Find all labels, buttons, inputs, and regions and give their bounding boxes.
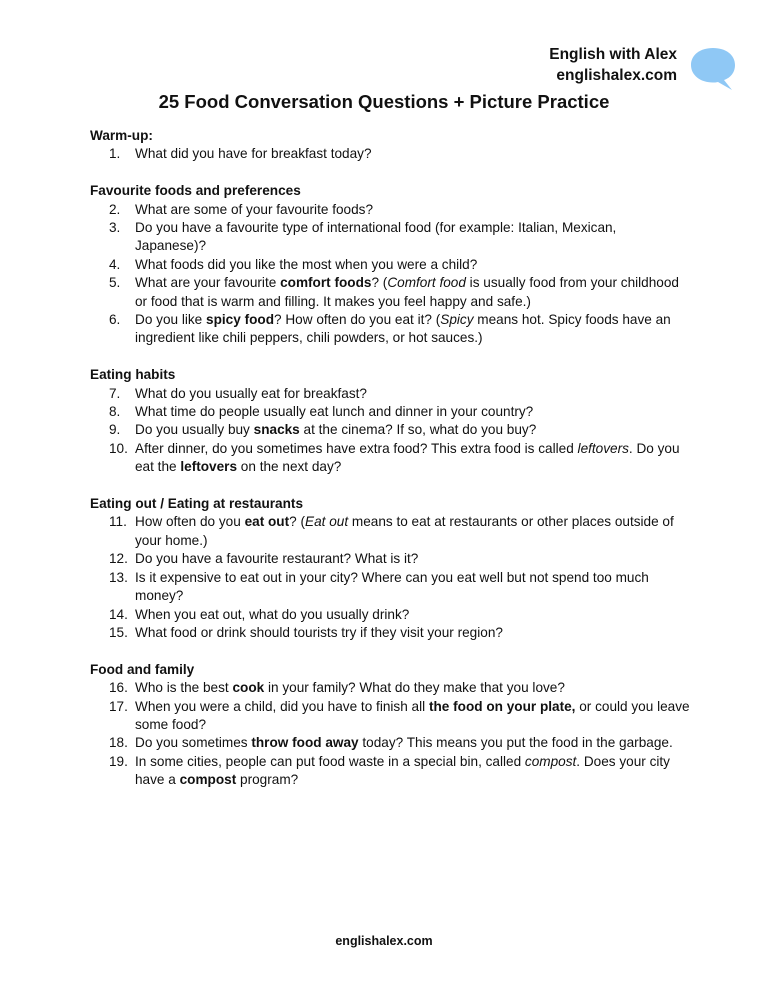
question-item xyxy=(90,569,690,606)
question-text: What food or drink should tourists try if they visit your region? xyxy=(135,624,503,640)
question-item xyxy=(90,734,690,752)
question-text: at the cinema? If so, what do you buy? xyxy=(299,422,537,438)
section-title: Favourite foods and preferences xyxy=(90,183,301,199)
footer-site: englishalex.com xyxy=(335,934,433,948)
speech-bubble-icon xyxy=(688,45,738,93)
question-text: What are some of your favourite foods? xyxy=(135,201,374,217)
question-text: today? This means you put the food in the garbage. xyxy=(358,735,673,751)
question-text: means hot. Spicy foods have an ingredient like chili peppers, chili powders, or hot sauces.) xyxy=(135,312,671,346)
question-text: . Do you eat the xyxy=(135,440,680,475)
question-number: 19. xyxy=(109,753,128,769)
section xyxy=(90,127,690,164)
question-text: means to eat at restaurants or other places outside of your home.) xyxy=(135,514,674,548)
question-number: 16. xyxy=(109,680,128,696)
question-item xyxy=(90,385,690,403)
question-item xyxy=(90,624,690,642)
question-item xyxy=(90,513,690,550)
section xyxy=(90,366,690,476)
brand-block xyxy=(549,44,677,86)
question-text: What do you usually eat for breakfast? xyxy=(135,385,367,401)
question-number: 2. xyxy=(109,201,121,217)
question-text: When you eat out, what do you usually drink? xyxy=(135,606,410,622)
question-number: 5. xyxy=(109,275,121,291)
key-term: throw food away xyxy=(251,735,359,751)
question-number: 1. xyxy=(109,146,121,162)
question-item xyxy=(90,698,690,735)
question-item xyxy=(90,274,690,311)
question-text: is usually food from your childhood or food that is warm and filling. It makes you feel happy and safe.) xyxy=(135,275,679,309)
key-term: compost xyxy=(179,772,237,788)
question-item xyxy=(90,145,690,163)
question-text: In some cities, people can put food waste in a special bin, called xyxy=(135,753,525,769)
brand-name: English with Alex xyxy=(549,46,677,63)
question-item xyxy=(90,606,690,624)
section xyxy=(90,661,690,790)
key-term: leftovers xyxy=(180,459,238,475)
question-list xyxy=(90,127,690,808)
question-text: What time do people usually eat lunch and dinner in your country? xyxy=(135,404,534,420)
section-title: Eating habits xyxy=(90,367,176,383)
question-text: How often do you xyxy=(135,514,245,530)
question-text: What did you have for breakfast today? xyxy=(135,146,372,162)
key-term: snacks xyxy=(253,422,300,438)
question-text: Do you usually buy xyxy=(135,422,254,438)
question-text: on the next day? xyxy=(237,459,342,475)
question-text: ? ( xyxy=(289,514,306,530)
question-text: or could you leave some food? xyxy=(135,698,690,732)
question-text: Do you like xyxy=(135,312,207,328)
question-text: When you were a child, did you have to finish all xyxy=(135,698,429,714)
question-text: Do you have a favourite type of international food (for example: Italian, Mexican, Japanese)? xyxy=(135,220,617,254)
question-text: . Does your city have a xyxy=(135,753,670,788)
question-item xyxy=(90,440,690,477)
question-item xyxy=(90,201,690,219)
question-text: in your family? What do they make that you love? xyxy=(264,680,565,696)
question-item xyxy=(90,550,690,568)
question-items xyxy=(90,513,690,642)
question-number: 7. xyxy=(109,385,121,401)
question-text: What foods did you like the most when you were a child? xyxy=(135,256,478,272)
question-number: 11. xyxy=(109,514,127,530)
question-number: 10. xyxy=(109,440,128,456)
question-number: 9. xyxy=(109,422,121,438)
term-definition-ref: Eat out xyxy=(305,514,349,530)
key-term: comfort foods xyxy=(280,275,372,291)
question-text: Is it expensive to eat out in your city? Where can you eat well but not spend too much money? xyxy=(135,569,649,604)
key-term: cook xyxy=(232,680,265,696)
question-text: What are your favourite xyxy=(135,275,281,291)
question-number: 3. xyxy=(109,220,121,236)
section-title: Warm-up: xyxy=(90,128,153,143)
page-title: 25 Food Conversation Questions + Picture Practice xyxy=(158,91,610,112)
question-items xyxy=(90,201,690,348)
key-term: the food on your plate, xyxy=(428,698,576,714)
question-item xyxy=(90,679,690,697)
question-text: Who is the best xyxy=(135,680,233,696)
section xyxy=(90,495,690,642)
term-definition-ref: compost xyxy=(524,753,577,769)
question-items xyxy=(90,679,690,789)
question-text: program? xyxy=(236,772,299,788)
question-item xyxy=(90,311,690,348)
question-text: ? How often do you eat it? ( xyxy=(274,312,441,328)
question-number: 18. xyxy=(109,735,128,751)
key-term: spicy food xyxy=(206,312,275,328)
question-text: After dinner, do you sometimes have extra food? This extra food is called xyxy=(135,440,578,456)
question-item xyxy=(90,219,690,256)
term-definition-ref: Spicy xyxy=(440,312,474,328)
question-number: 14. xyxy=(109,606,128,622)
question-item xyxy=(90,421,690,439)
question-number: 15. xyxy=(109,624,128,640)
section-title: Eating out / Eating at restaurants xyxy=(90,496,303,512)
section xyxy=(90,182,690,348)
question-text: Do you have a favourite restaurant? What is it? xyxy=(135,551,419,567)
question-number: 6. xyxy=(109,312,121,328)
brand-site: englishalex.com xyxy=(556,67,677,84)
question-item xyxy=(90,403,690,421)
question-number: 17. xyxy=(109,698,128,714)
question-items xyxy=(90,385,690,477)
question-item xyxy=(90,256,690,274)
question-number: 4. xyxy=(109,256,121,272)
question-number: 13. xyxy=(109,569,128,585)
question-number: 8. xyxy=(109,404,121,420)
question-text: ? ( xyxy=(371,275,388,291)
question-number: 12. xyxy=(109,551,128,567)
section-title: Food and family xyxy=(90,661,195,677)
term-definition-ref: Comfort food xyxy=(387,275,466,291)
key-term: eat out xyxy=(244,514,290,530)
question-text: Do you sometimes xyxy=(135,735,252,751)
question-items xyxy=(90,145,690,163)
question-item xyxy=(90,753,690,790)
term-definition-ref: leftovers xyxy=(577,440,629,456)
